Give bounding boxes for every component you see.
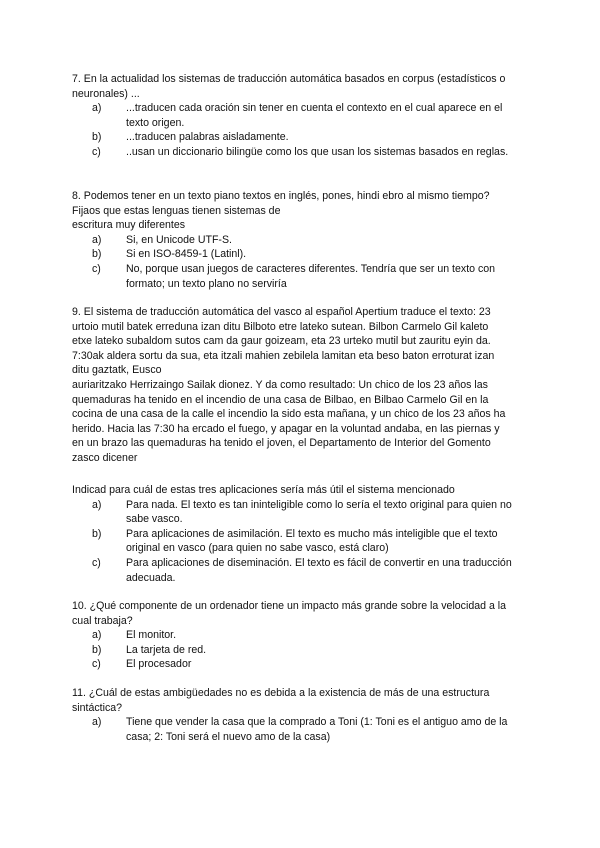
option-c bbox=[92, 145, 542, 160]
option-a bbox=[92, 101, 542, 130]
question-stem-line: 11. ¿Cuál de estas ambigüedades no es debida a la existencia de más de una estructura bbox=[72, 687, 490, 699]
question-prompt: Indicad para cuál de estas tres aplicaciones sería más útil el sistema mencionado bbox=[72, 484, 455, 496]
question-stem-line: zasco dicener bbox=[72, 451, 138, 464]
option-text-line: Si, en Unicode UTF-S. bbox=[126, 233, 232, 246]
option-text-line: Para aplicaciones de diseminación. El texto es fácil de convertir en una traducción bbox=[126, 556, 512, 569]
question-stem-line: herido. Hacia las 7:30 ha ercado el fuego, y apagar en la voluntad andaba, en las piernas y bbox=[72, 422, 500, 435]
question-stem-line: ditu gaztatk, Eusco bbox=[72, 364, 162, 377]
option-label: a) bbox=[92, 629, 102, 642]
option-text-line: Para aplicaciones de asimilación. El texto es mucho más inteligible que el texto bbox=[126, 527, 498, 540]
options-list bbox=[72, 498, 542, 586]
option-label: a) bbox=[92, 498, 102, 511]
question-stem-line: neuronales) ... bbox=[72, 87, 140, 100]
options-list bbox=[72, 715, 542, 744]
question-stem-line: Fijaos que estas lenguas tienen sistemas de bbox=[72, 204, 281, 217]
option-a bbox=[92, 715, 542, 744]
question-stem-line: en un brazo las quemaduras ha tenido el joven, el Departamento de Interior del Gomento bbox=[72, 437, 491, 450]
options-list bbox=[72, 628, 542, 672]
option-text-line: Si en ISO-8459-1 (Latinl). bbox=[126, 248, 247, 261]
options-list bbox=[72, 101, 542, 159]
question-stem-line: etxe lateko subaldom sutos cam da gaur goizeam, eta 23 urteko mutil but zauritu eyin da. bbox=[72, 335, 491, 348]
option-text-line: ..usan un diccionario bilingüe como los que usan los sistemas basados en reglas. bbox=[126, 145, 509, 158]
option-text-line: El monitor. bbox=[126, 629, 177, 642]
option-b bbox=[92, 130, 542, 145]
option-text-line: texto origen. bbox=[126, 116, 185, 129]
option-b bbox=[92, 643, 542, 658]
option-c bbox=[92, 657, 542, 672]
question-stem-line: cual trabaja? bbox=[72, 614, 133, 627]
option-b bbox=[92, 247, 542, 262]
option-text-line: No, porque usan juegos de caracteres diferentes. Tendría que ser un texto con bbox=[126, 262, 496, 275]
option-text-line: Para nada. El texto es tan ininteligible como lo sería el texto original para quien no bbox=[126, 498, 512, 511]
option-a bbox=[92, 233, 542, 248]
option-a bbox=[92, 628, 542, 643]
option-text-line: casa; 2: Toni será el nuevo amo de la casa) bbox=[126, 730, 331, 743]
option-text-line: formato; un texto plano no serviría bbox=[126, 277, 287, 290]
question-stem-line: auriaritzako Herrizaingo Sailak dionez. Y da como resultado: Un chico de los 23 años las bbox=[72, 378, 488, 391]
question-stem-line: quemaduras ha tenido en el incendio de una casa de Bilbao, en Bilbao Carmelo Gil en la bbox=[72, 393, 489, 406]
option-text-line: ...traducen palabras aisladamente. bbox=[126, 131, 289, 144]
option-label: a) bbox=[92, 233, 102, 246]
option-label: b) bbox=[92, 131, 102, 144]
question-stem-line: 10. ¿Qué componente de un ordenador tiene un impacto más grande sobre la velocidad a la bbox=[72, 600, 507, 612]
option-label: c) bbox=[92, 145, 101, 158]
option-label: a) bbox=[92, 102, 102, 115]
question-stem-line: 9. El sistema de traducción automática del vasco al español Apertium traduce el texto: 23 bbox=[72, 306, 491, 318]
question-stem-line: sintáctica? bbox=[72, 701, 123, 714]
option-b bbox=[92, 527, 542, 556]
option-text-line: La tarjeta de red. bbox=[126, 643, 207, 656]
option-text-line: sabe vasco. bbox=[126, 513, 183, 526]
option-label: c) bbox=[92, 658, 101, 671]
question-10 bbox=[72, 599, 542, 672]
option-label: c) bbox=[92, 556, 101, 569]
question-stem-line: 8. Podemos tener en un texto piano textos en inglés, pones, hindi ebro al mismo tiempo? bbox=[72, 190, 490, 202]
option-a bbox=[92, 498, 542, 527]
option-label: b) bbox=[92, 248, 102, 261]
question-stem-line: urtoio mutil batek erreduna izan ditu Bilboto etre lateko sutean. Bilbon Carmelo Gil kaleto bbox=[72, 320, 489, 333]
question-stem-line: 7:30ak aldera sortu da sua, eta itzali mahien zebilela lamitan eta beso baton erroturat izan bbox=[72, 349, 495, 362]
question-stem-line: escritura muy diferentes bbox=[72, 219, 186, 232]
question-11 bbox=[72, 686, 542, 744]
option-text-line: adecuada. bbox=[126, 571, 176, 584]
option-text-line: El procesador bbox=[126, 658, 192, 671]
option-text-line: original en vasco (para quien no sabe vasco, está claro) bbox=[126, 542, 389, 555]
question-stem-line: 7. En la actualidad los sistemas de traducción automática basados en corpus (estadísticos o bbox=[72, 73, 506, 85]
option-label: b) bbox=[92, 643, 102, 656]
option-text-line: Tiene que vender la casa que la comprado a Toni (1: Toni es el antiguo amo de la bbox=[126, 716, 508, 729]
question-9-prompt-block bbox=[72, 483, 542, 585]
option-c bbox=[92, 262, 542, 291]
question-stem-line: cocina de una casa de la calle el incendio la sido esta mañana, y un chico de los 23 años ha bbox=[72, 408, 506, 421]
question-7 bbox=[72, 72, 542, 160]
option-label: b) bbox=[92, 527, 102, 540]
option-label: c) bbox=[92, 262, 101, 275]
question-8 bbox=[72, 189, 542, 291]
option-label: a) bbox=[92, 716, 102, 729]
option-c bbox=[92, 556, 542, 585]
question-9 bbox=[72, 305, 542, 466]
options-list bbox=[72, 233, 542, 291]
option-text-line: ...traducen cada oración sin tener en cuenta el contexto en el cual aparece en el bbox=[126, 102, 503, 115]
